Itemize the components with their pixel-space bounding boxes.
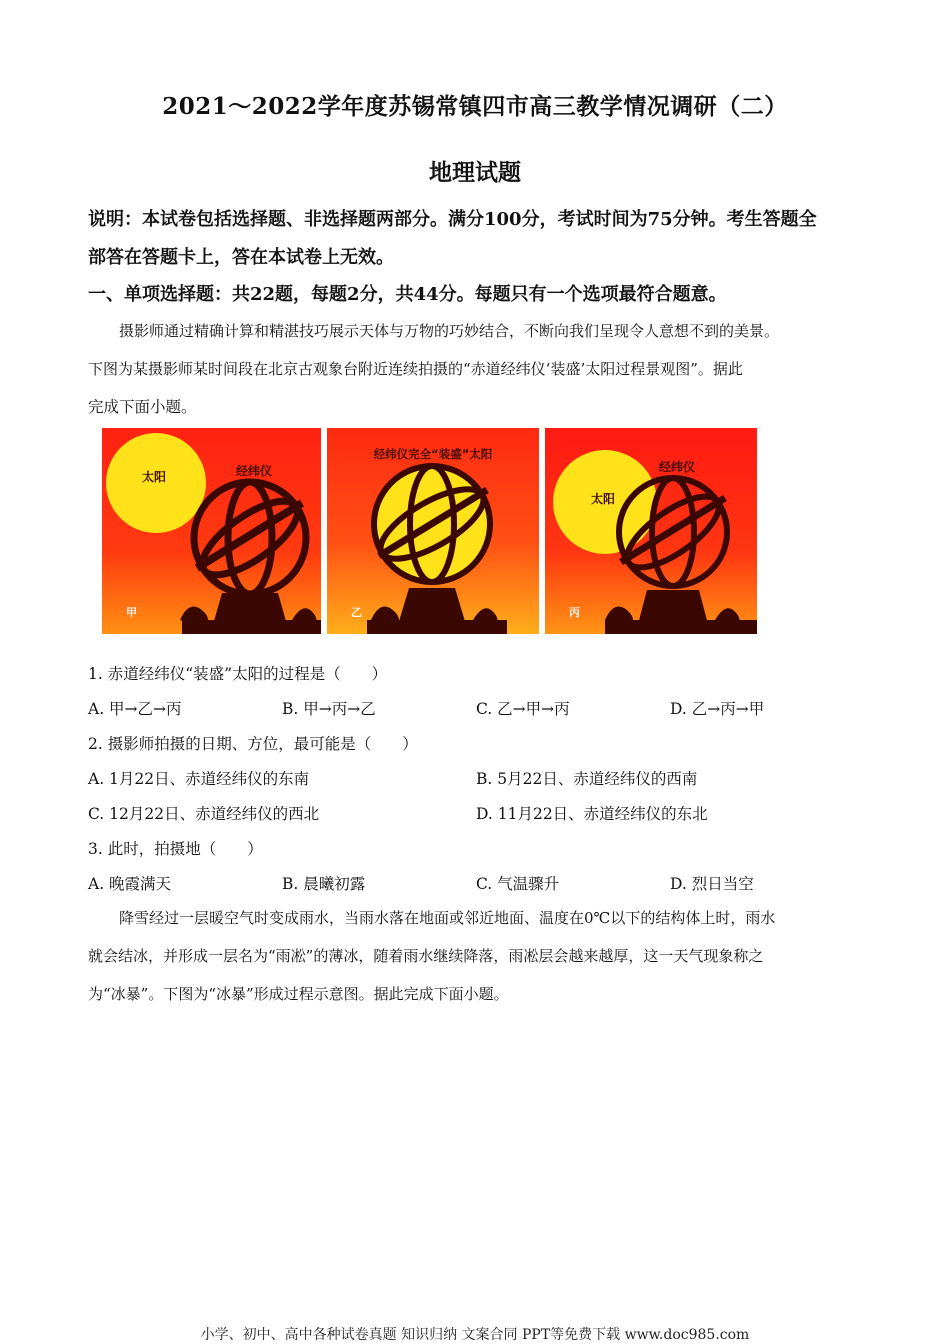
- photo-bing-corner-label: 丙: [569, 606, 580, 619]
- question-3-option-c[interactable]: C. 气温骤升: [476, 875, 560, 893]
- passage-1: [88, 312, 863, 426]
- question-2-option-d[interactable]: D. 11月22日、赤道经纬仪的东北: [476, 805, 708, 823]
- photo-yi-caption: 经纬仪完全“装盛”太阳: [373, 447, 493, 461]
- passage-2-line-1: 降雪经过一层暖空气时变成雨水，当雨水落在地面或邻近地面、温度在0℃以下的结构体上时，雨水: [119, 909, 776, 927]
- question-3-option-a[interactable]: A. 晚霞满天: [88, 875, 172, 893]
- passage-2-line-3: 为“冰暴”。下图为“冰暴”形成过程示意图。据此完成下面小题。: [88, 985, 509, 1003]
- instructions-line-1: 说明：本试卷包括选择题、非选择题两部分。满分100分，考试时间为75分钟。考生答题全: [88, 209, 817, 230]
- passage-2: [88, 899, 863, 1013]
- question-2-option-a[interactable]: A. 1月22日、赤道经纬仪的东南: [88, 770, 310, 788]
- page-footer[interactable]: 小学、初中、高中各种试卷真题 知识归纳 文案合同 PPT等免费下载 www.doc985.com: [200, 1327, 750, 1343]
- figure-photos: [102, 428, 757, 634]
- photo-yi-corner-label: 乙: [351, 606, 362, 619]
- question-3-option-d[interactable]: D. 烈日当空: [670, 875, 754, 893]
- passage-1-line-3: 完成下面小题。: [88, 398, 197, 416]
- photo-jia-corner-label: 甲: [126, 606, 137, 619]
- question-2-stem: 2. 摄影师拍摄的日期、方位，最可能是（ ）: [88, 735, 418, 753]
- photo-bing-sun-label: 太阳: [591, 492, 616, 506]
- photo-bing-instrument-label: 经纬仪: [659, 460, 696, 474]
- photo-bing: [545, 428, 757, 634]
- photo-jia: [102, 428, 321, 634]
- question-1-option-a[interactable]: A. 甲→乙→丙: [88, 700, 182, 718]
- page-subtitle: 地理试题: [429, 159, 521, 186]
- instructions: [88, 201, 863, 277]
- passage-1-line-1: 摄影师通过精确计算和精湛技巧展示天体与万物的巧妙结合，不断向我们呈现令人意想不到的美景。: [119, 322, 780, 340]
- passage-1-line-2: 下图为某摄影师某时间段在北京古观象台附近连续拍摄的“赤道经纬仪‘装盛’太阳过程景观图”。据此: [88, 360, 743, 378]
- question-2-option-c[interactable]: C. 12月22日、赤道经纬仪的西北: [88, 805, 320, 823]
- question-2-option-b[interactable]: B. 5月22日、赤道经纬仪的西南: [476, 770, 698, 788]
- question-1-option-b[interactable]: B. 甲→丙→乙: [282, 700, 376, 718]
- question-1-option-c[interactable]: C. 乙→甲→丙: [476, 700, 570, 718]
- page-title: 2021～2022学年度苏锡常镇四市高三教学情况调研（二）: [162, 93, 788, 120]
- question-3-stem: 3. 此时，拍摄地（ ）: [88, 840, 263, 858]
- question-3-option-b[interactable]: B. 晨曦初露: [282, 875, 366, 893]
- photo-jia-instrument-label: 经纬仪: [236, 464, 273, 478]
- section-heading: 一、单项选择题：共22题，每题2分，共44分。每题只有一个选项最符合题意。: [88, 284, 727, 305]
- passage-2-line-2: 就会结冰，并形成一层名为“雨凇”的薄冰，随着雨水继续降落，雨凇层会越来越厚，这一天气现象称之: [88, 947, 764, 965]
- photo-jia-sun-label: 太阳: [142, 470, 167, 484]
- question-1-stem: 1. 赤道经纬仪“装盛”太阳的过程是（ ）: [88, 665, 388, 683]
- question-1-option-d[interactable]: D. 乙→丙→甲: [670, 700, 765, 718]
- instructions-line-2: 部答在答题卡上，答在本试卷上无效。: [88, 247, 394, 268]
- photo-yi: [327, 428, 539, 634]
